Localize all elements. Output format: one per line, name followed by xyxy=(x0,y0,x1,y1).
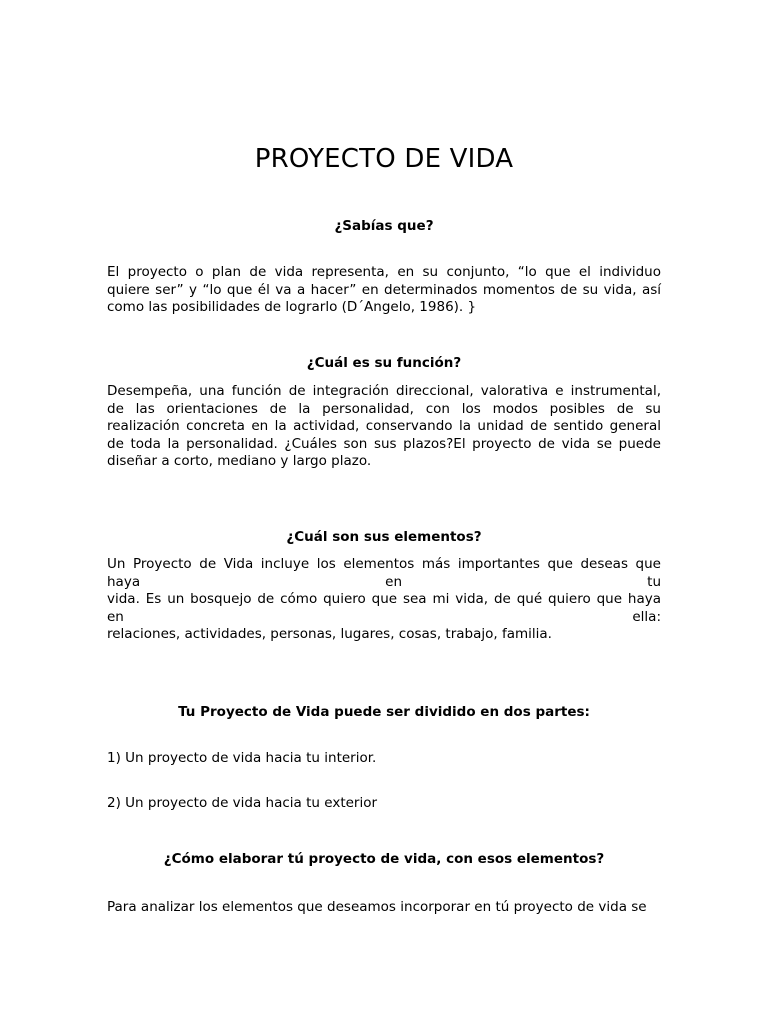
list-item-exterior: 2) Un proyecto de vida hacia tu exterior xyxy=(107,795,378,811)
paragraph-line: realización concreta en la actividad, conservando la unidad de sentido general xyxy=(107,418,661,434)
paragraph-elaborar xyxy=(107,899,661,917)
paragraph-line: diseñar a corto, mediano y largo plazo. xyxy=(107,453,372,469)
paragraph-line: El proyecto o plan de vida representa, en su conjunto, “lo que el individuo xyxy=(107,264,661,280)
paragraph-elementos xyxy=(107,556,661,644)
section-heading-elaborar: ¿Cómo elaborar tú proyecto de vida, con esos elementos? xyxy=(163,851,605,867)
paragraph-line: haya en tu xyxy=(107,573,661,590)
paragraph-line: Para analizar los elementos que deseamos incorporar en tú proyecto de vida se xyxy=(107,899,647,915)
paragraph-line: vida. Es un bosquejo de cómo quiero que sea mi vida, de qué quiero que haya xyxy=(107,591,661,607)
paragraph-funcion xyxy=(107,383,661,471)
paragraph-line: Un Proyecto de Vida incluye los elementos más importantes que deseas que xyxy=(107,556,661,572)
paragraph-line: de las orientaciones de la personalidad, con los modos posibles de su xyxy=(107,400,661,417)
paragraph-line: quiere ser” y “lo que él va a hacer” en determinados momentos de su vida, así xyxy=(107,281,661,298)
paragraph-line: relaciones, actividades, personas, lugares, cosas, trabajo, familia. xyxy=(107,626,552,642)
page-title: PROYECTO DE VIDA xyxy=(254,144,514,174)
section-heading-funcion: ¿Cuál es su función? xyxy=(306,355,462,371)
section-heading-partes: Tu Proyecto de Vida puede ser dividido en dos partes: xyxy=(178,704,590,720)
paragraph-sabias xyxy=(107,264,661,317)
list-item-interior: 1) Un proyecto de vida hacia tu interior. xyxy=(107,750,377,766)
section-heading-elementos: ¿Cuál son sus elementos? xyxy=(286,529,482,545)
paragraph-line: en ella: xyxy=(107,608,661,625)
paragraph-line: como las posibilidades de lograrlo (D´Angelo, 1986). } xyxy=(107,299,477,315)
paragraph-line: de toda la personalidad. ¿Cuáles son sus plazos?El proyecto de vida se puede xyxy=(107,435,661,452)
section-heading-sabias: ¿Sabías que? xyxy=(334,218,434,234)
paragraph-line: Desempeña, una función de integración direccional, valorativa e instrumental, xyxy=(107,383,661,399)
